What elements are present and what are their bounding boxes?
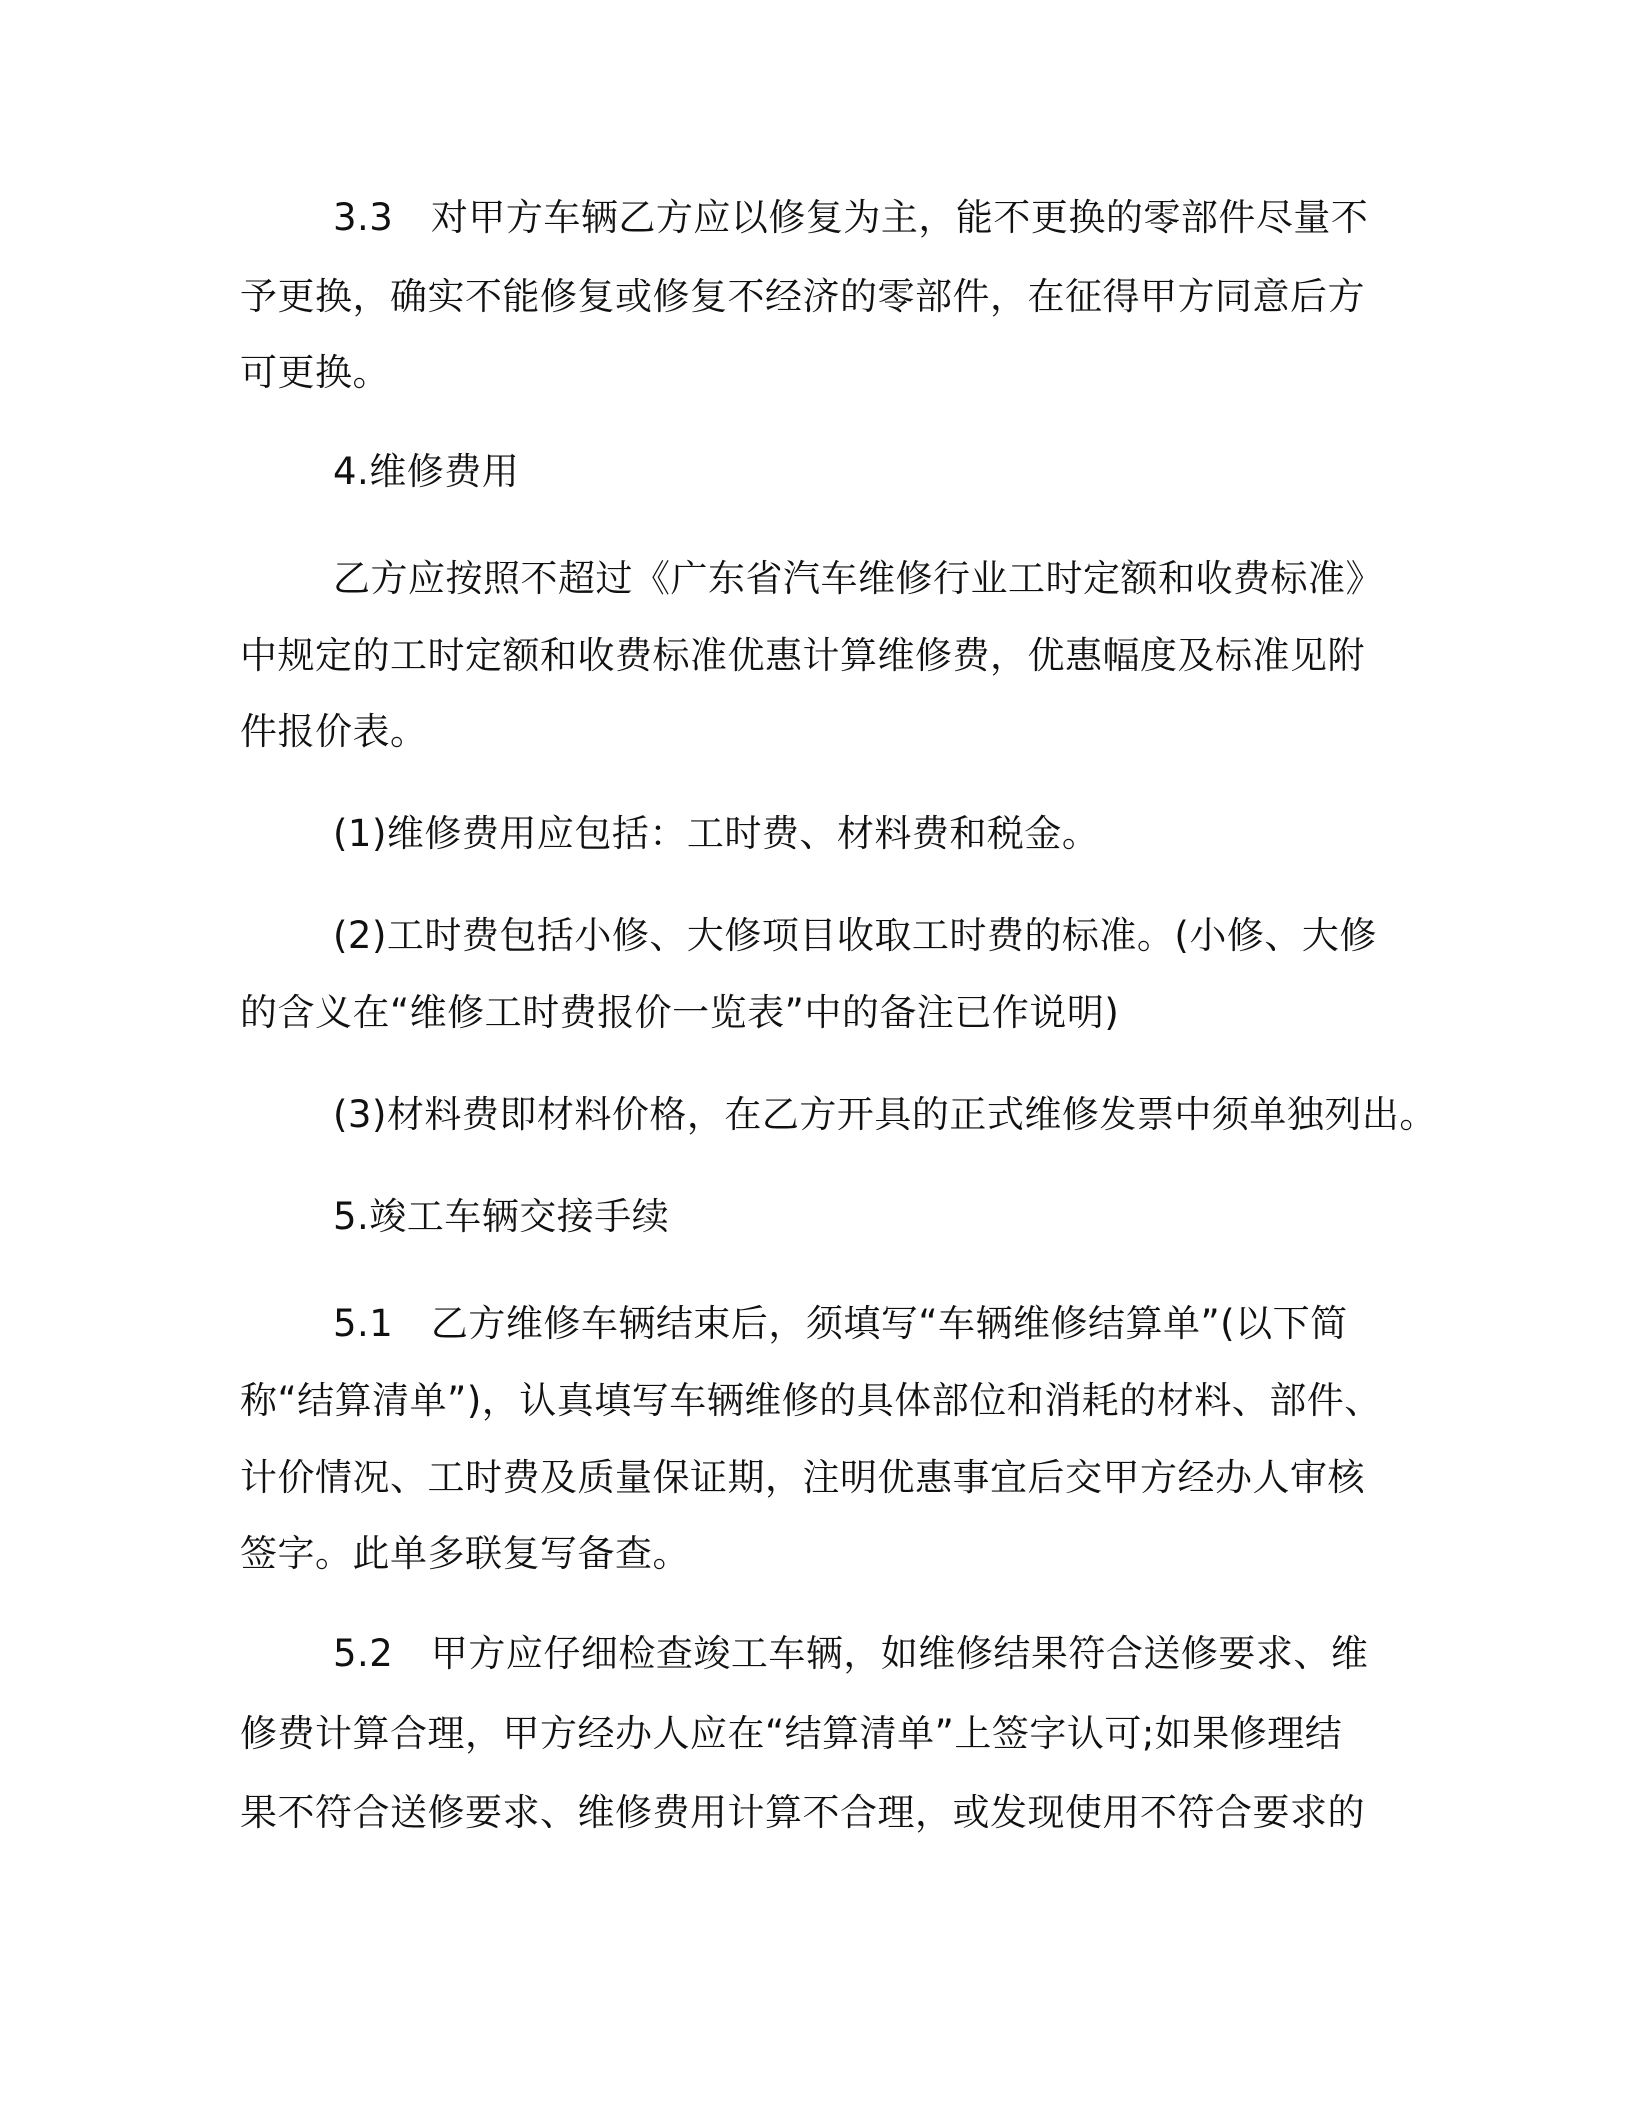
text-line: 乙方应按照不超过《广东省汽车维修行业工时定额和收费标准》 xyxy=(333,557,1383,600)
text-line: 的含义在“维修工时费报价一览表”中的备注已作说明) xyxy=(240,991,1120,1034)
text-line: (2)工时费包括小修、大修项目收取工时费的标准。(小修、大修 xyxy=(333,914,1377,957)
text-line: 5.2 甲方应仔细检查竣工车辆，如维修结果符合送修要求、维 xyxy=(333,1632,1369,1675)
text-line: 5.1 乙方维修车辆结束后，须填写“车辆维修结算单”(以下简 xyxy=(333,1302,1348,1345)
text-line: 3.3 对甲方车辆乙方应以修复为主，能不更换的零部件尽量不 xyxy=(333,196,1369,239)
text-line: 予更换，确实不能修复或修复不经济的零部件，在征得甲方同意后方 xyxy=(240,275,1365,318)
text-line: 计价情况、工时费及质量保证期，注明优惠事宜后交甲方经办人审核 xyxy=(240,1456,1365,1499)
text-line: (3)材料费即材料价格，在乙方开具的正式维修发票中须单独列出。 xyxy=(333,1093,1437,1136)
section-heading: 4.维修费用 xyxy=(333,450,520,493)
text-line: 签字。此单多联复写备查。 xyxy=(240,1532,690,1575)
text-line: 件报价表。 xyxy=(240,710,428,753)
text-line: (1)维修费用应包括：工时费、材料费和税金。 xyxy=(333,812,1100,855)
section-heading: 5.竣工车辆交接手续 xyxy=(333,1195,670,1238)
text-line: 称“结算清单”)，认真填写车辆维修的具体部位和消耗的材料、部件、 xyxy=(240,1379,1382,1422)
text-line: 修费计算合理，甲方经办人应在“结算清单”上签字认可;如果修理结 xyxy=(240,1712,1343,1755)
text-line: 可更换。 xyxy=(240,351,390,394)
text-line: 果不符合送修要求、维修费用计算不合理，或发现使用不符合要求的 xyxy=(240,1791,1365,1834)
text-line: 中规定的工时定额和收费标准优惠计算维修费，优惠幅度及标准见附 xyxy=(240,634,1365,677)
